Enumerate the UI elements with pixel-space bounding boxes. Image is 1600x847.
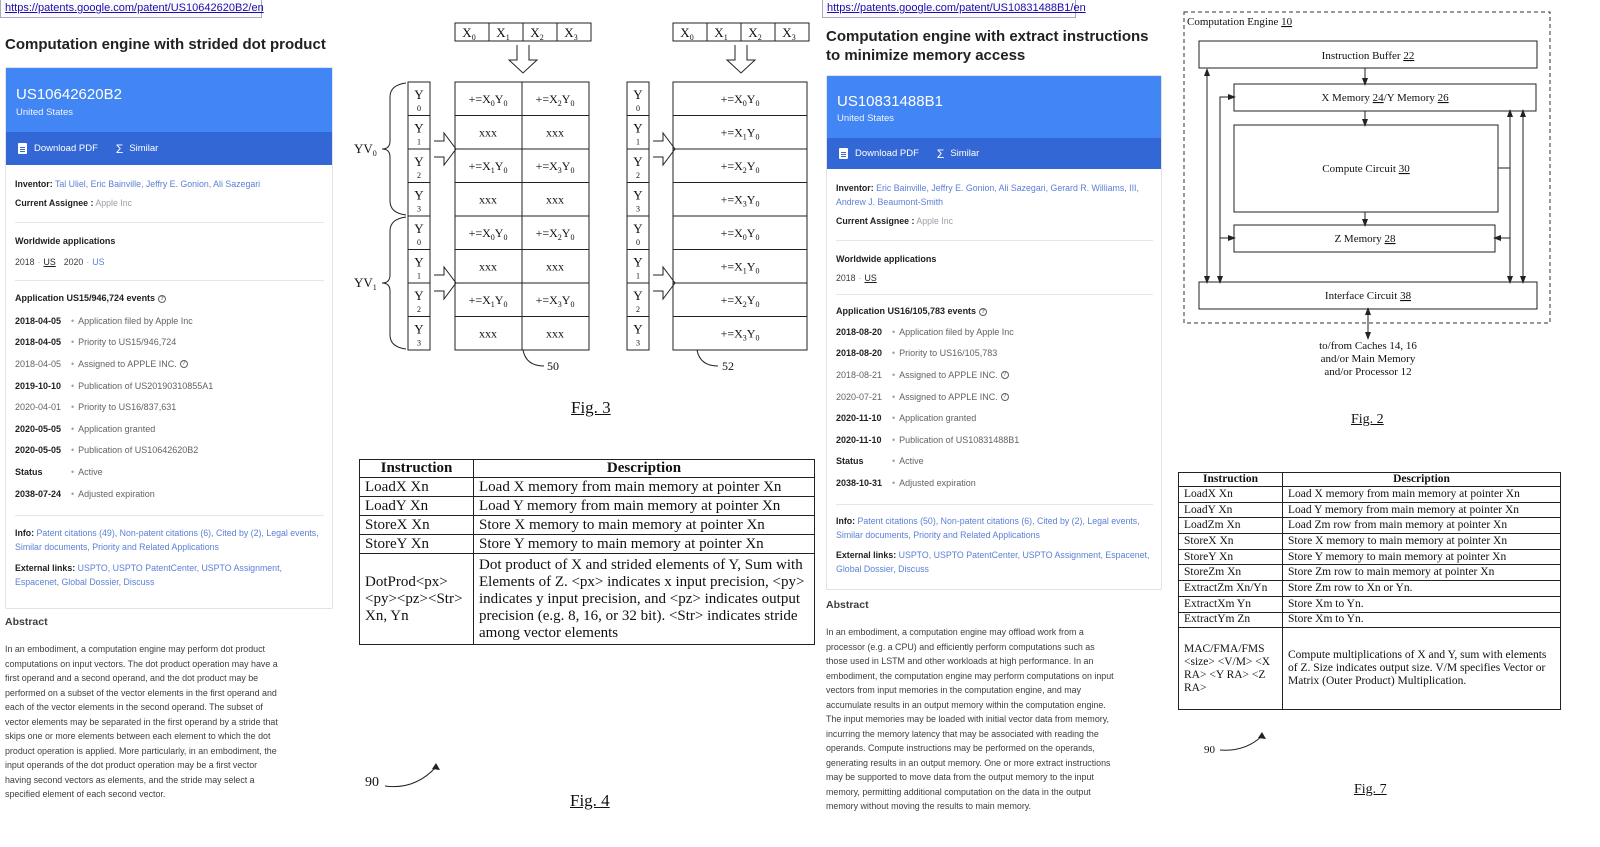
table-50-cell: xxx (546, 259, 564, 274)
event-row (836, 386, 1153, 408)
interface-circuit-label: Interface Circuit 38 (1324, 290, 1412, 302)
y-column-right-sub: 3 (636, 204, 640, 214)
worldwide-list (15, 255, 324, 269)
y-column-right-sub: 0 (636, 238, 640, 247)
events-list (836, 321, 1153, 494)
event-text: Adjusted expiration (899, 477, 976, 488)
y-column-left-label: Y (414, 87, 424, 102)
fig7-caption: Fig. 7 (1354, 782, 1387, 797)
event-text: Priority to US16/837,631 (78, 402, 177, 413)
bullet-icon: • (71, 337, 75, 348)
instruction-row (360, 516, 815, 535)
table-50-cell: xxx (479, 192, 497, 207)
pdf-icon (18, 143, 27, 154)
abstract-text: In an embodiment, a computation engine may perform dot product computations on input vectors. The dot product operation may have a first operand and a second operand, and the dot product may be performed on a subset of the vector elements in the first operand and each of the vector elements in the second operand. The subset of vector elements may be separated in the first operand by a stride that skips one or more elements between each element to which the dot product operation is applied. More particularly, in an embodiment, the input operands of the dot product operation may be a first vector having second vectors as elements, and the stride may select a specified element of each second vector. (5, 644, 278, 799)
y-column-right-sub: 2 (636, 305, 640, 314)
description-cell: Store Y memory to main memory at pointer Xn (1283, 549, 1561, 565)
bullet-icon: • (892, 391, 896, 402)
ref-52-label: 52 (722, 359, 734, 373)
table-50-cell: $+=X_2Y_0$ (535, 92, 575, 108)
info-icon[interactable]: ? (180, 360, 188, 368)
country: United States (16, 107, 74, 118)
y-column-left-sub: 3 (417, 338, 421, 348)
table-50-cell: xxx (546, 326, 564, 341)
bullet-icon: • (71, 402, 75, 413)
table-52-cell: $+=X_2Y_0$ (720, 159, 760, 175)
table-50-cell: xxx (546, 125, 564, 140)
instruction-cell: StoreX Xn (1179, 534, 1283, 550)
instruction-row (1179, 502, 1561, 518)
event-row (15, 310, 324, 332)
info-links[interactable]: Patent citations (49), Non-patent citations (6), Cited by (2), Legal events, Similar documents, Priority and Related Applications (15, 528, 319, 553)
instruction-cell: StoreX Xn (360, 516, 474, 535)
table-50-cell: xxx (479, 125, 497, 140)
instruction-cell: ExtractYm Zn (1179, 612, 1283, 628)
event-text: Priority to US15/946,724 (78, 337, 177, 348)
y-column-left-sub: 2 (417, 305, 421, 314)
event-date: 2020-04-01 (15, 402, 62, 413)
y-column-left-label: Y (414, 321, 424, 337)
right-arrow-icon (434, 133, 456, 165)
page-title: Computation engine with strided dot product (5, 36, 326, 53)
fig2-caption: Fig. 2 (1351, 412, 1384, 427)
table-50-cell: $+=X_0Y_0$ (468, 92, 508, 108)
event-date: 2038-07-24 (15, 488, 62, 499)
bullet-icon: • (892, 369, 896, 380)
description-cell: Compute multiplications of X and Y, sum with elements of Z. Size indicates output size. V/M specifies Vector or Matrix (Outer Product) Multiplication. (1283, 628, 1561, 710)
event-row (15, 396, 324, 418)
caches-line-3: and/or Processor 12 (1324, 366, 1412, 378)
inventor-row (15, 177, 324, 191)
download-pdf-button[interactable] (839, 148, 919, 159)
y-column-left-label: Y (414, 120, 424, 136)
ref-50-label: 50 (547, 359, 559, 373)
description-cell: Store X memory to main memory at pointer Xn (1283, 534, 1561, 550)
instruction-row (1179, 596, 1561, 612)
info-icon[interactable]: ? (1001, 393, 1009, 401)
x-header-right-label: $X_1$ (714, 25, 728, 42)
assignee-value: Apple Inc (95, 198, 133, 208)
event-text: Assigned to APPLE INC. (899, 391, 998, 402)
external-links-row: External links: USPTO, USPTO PatentCenter, USPTO Assignment, Espacenet, Global Dossier, Discuss (15, 563, 282, 588)
z-memory-label: Z Memory 28 (1334, 233, 1396, 245)
pdf-icon (839, 148, 848, 159)
x-header-left-label: $X_0$ (462, 25, 476, 42)
instruction-row (1179, 534, 1561, 550)
event-text: Adjusted expiration (78, 488, 155, 499)
y-column-left-sub: 2 (417, 171, 421, 180)
table-50-cell: $+=X_3Y_0$ (535, 159, 575, 175)
x-header-left-label: $X_2$ (530, 25, 544, 42)
down-arrow-icon (727, 45, 755, 73)
inventor-row: Inventor: Eric Bainville, Jeffry E. Gonion, Ali Sazegari, Gerard R. Williams, III, Andrew J. Beaumont-Smith (836, 183, 1139, 207)
instruction-cell: LoadX Xn (1179, 487, 1283, 503)
patent-card (5, 67, 333, 609)
fig4-ref-number: 90 (365, 775, 379, 790)
x-header-left-label: $X_3$ (564, 25, 578, 42)
compute-circuit-label: Compute Circuit 30 (1322, 163, 1410, 175)
y-column-right-label: Y (633, 120, 643, 136)
event-date: Status (15, 466, 43, 477)
external-links-row: External links: USPTO, USPTO PatentCenter, USPTO Assignment, Espacenet, Global Dossier, Discuss (836, 549, 1150, 574)
sigma-icon: Σ (936, 146, 945, 161)
description-cell: Store Xm to Yn. (1283, 596, 1561, 612)
event-text: Publication of US20190310855A1 (78, 380, 214, 391)
table-50-cell: xxx (479, 326, 497, 341)
event-text: Assigned to APPLE INC. (899, 369, 998, 380)
instruction-row (1179, 518, 1561, 534)
table-50-cell: xxx (546, 192, 564, 207)
worldwide-list (836, 271, 1153, 285)
worldwide-label: Worldwide applications (15, 236, 116, 246)
fig2-drawing (1170, 0, 1600, 440)
x-header-right-label: $X_0$ (680, 25, 694, 42)
event-text: Application filed by Apple Inc (78, 315, 193, 326)
instruction-row (1179, 628, 1561, 710)
action-bar (827, 138, 1161, 169)
help-icon[interactable]: ? (979, 308, 987, 316)
instruction-cell: DotProd<px> <py><pz><Str> Xn, Yn (360, 554, 474, 645)
similar-label: Similar (950, 148, 980, 159)
fig4-table (359, 459, 815, 645)
instruction-cell: StoreY Xn (360, 535, 474, 554)
computation-engine-label: Computation Engine 10 (1187, 16, 1293, 28)
download-label: Download PDF (855, 148, 919, 159)
url-bar[interactable]: https://patents.google.com/patent/US10831488B1/en (822, 0, 1076, 18)
event-text: Priority to US16/105,783 (899, 348, 998, 359)
info-icon[interactable]: ? (1001, 371, 1009, 379)
y-column-left-label: Y (414, 187, 424, 203)
instruction-row (1179, 549, 1561, 565)
brace-icon (382, 217, 406, 349)
event-row (15, 332, 324, 354)
external-links[interactable]: USPTO, USPTO PatentCenter, USPTO Assignment, Espacenet, Global Dossier, Discuss (836, 549, 1150, 574)
fig4-col-instruction: Instruction (360, 460, 474, 478)
inventor-label: Inventor: (15, 179, 53, 189)
x-header-right-label: $X_2$ (748, 25, 762, 42)
right-arrow-icon (653, 133, 675, 165)
description-cell: Load X memory from main memory at pointer Xn (1283, 487, 1561, 503)
table-52-cell: $+=X_1Y_0$ (720, 259, 760, 276)
sigma-icon: Σ (115, 141, 124, 156)
instruction-row (1179, 565, 1561, 581)
event-row (836, 429, 1153, 451)
event-date: 2018-04-05 (15, 358, 62, 369)
fig7-ref-number: 90 (1204, 744, 1215, 756)
instruction-row (360, 497, 815, 516)
x-header-left-label: $X_1$ (496, 25, 510, 42)
worldwide-entry[interactable]: 2018 · US (15, 257, 56, 267)
instruction-cell: StoreZm Xn (1179, 565, 1283, 581)
table-50-cell: $+=X_3Y_0$ (535, 293, 575, 309)
event-date: 2019-10-10 (15, 380, 62, 391)
url-bar[interactable]: https://patents.google.com/patent/US10642620B2/en (0, 0, 262, 18)
y-column-left-label: Y (414, 254, 424, 270)
event-text: Publication of US10642620B2 (78, 445, 199, 456)
fig4-caption: Fig. 4 (570, 791, 610, 810)
event-row (15, 440, 324, 462)
info-row: Info: Patent citations (50), Non-patent citations (6), Cited by (2), Legal events, Similar documents, Priority and Related Applications (836, 515, 1140, 540)
description-cell: Store Xm to Yn. (1283, 612, 1561, 628)
instruction-cell: ExtractZm Xn/Yn (1179, 581, 1283, 597)
y-column-right-label: Y (633, 221, 643, 236)
bullet-icon: • (71, 488, 75, 499)
y-column-right-label: Y (633, 254, 643, 270)
info-row: Info: Patent citations (49), Non-patent citations (6), Cited by (2), Legal events, Similar documents, Priority and Related Applications (15, 528, 319, 553)
x-header-right-label: $X_3$ (782, 25, 796, 42)
fig4-ref-arrow (360, 758, 450, 798)
instruction-row (1179, 581, 1561, 597)
event-date: 2018-04-05 (15, 315, 62, 326)
table-50-cell: $+=X_0Y_0$ (468, 226, 508, 242)
description-cell: Dot product of X and strided elements of Y, Sum with Elements of Z. <px> indicates x input precision, <py> indicates y input precision, and <pz> indicates output precision (e.g. 8, 16, or 32 bit). <Str> indicates stride among vector elements (474, 554, 815, 645)
event-date: Status (836, 456, 864, 467)
y-column-left-label: Y (414, 154, 424, 169)
instruction-row (360, 554, 815, 645)
y-column-right-sub: 1 (636, 137, 640, 147)
table-52-cell: $+=X_1Y_0$ (720, 125, 760, 142)
y-column-left-sub: 1 (417, 137, 421, 147)
fig7-ref-arrow (1200, 728, 1280, 758)
event-date: 2018-08-21 (836, 369, 883, 380)
y-column-left-label: Y (414, 221, 424, 236)
event-row (15, 461, 324, 483)
table-50-cell: xxx (479, 259, 497, 274)
country: United States (837, 113, 895, 124)
bullet-icon: • (892, 456, 896, 467)
bullet-icon: • (892, 413, 896, 424)
yv0-label: $YV_0$ (354, 141, 377, 158)
bullet-icon: • (892, 326, 896, 337)
bullet-icon: • (71, 315, 75, 326)
description-cell: Store Zm row to main memory at pointer Xn (1283, 565, 1561, 581)
event-date: 2018-04-05 (15, 337, 62, 348)
fig7-table (1178, 472, 1561, 710)
action-bar (6, 132, 332, 165)
inventor-links[interactable]: Tal Uliel, Eric Bainville, Jeffry E. Gonion, Ali Sazegari (54, 179, 261, 189)
instruction-cell: MAC/FMA/FMS <size> <V/M> <X RA> <Y RA> <Z RA> (1179, 628, 1283, 710)
caches-line-1: to/from Caches 14, 16 (1319, 340, 1417, 352)
y-column-right-sub: 3 (636, 338, 640, 348)
instruction-cell: LoadZm Xn (1179, 518, 1283, 534)
publication-number: US10642620B2 (16, 86, 122, 103)
bullet-icon: • (71, 358, 75, 369)
help-icon[interactable]: ? (158, 295, 166, 303)
y-column-right-label: Y (633, 321, 643, 337)
table-52-cell: $+=X_0Y_0$ (720, 92, 760, 108)
instruction-buffer-label: Instruction Buffer 22 (1321, 50, 1415, 62)
worldwide-label: Worldwide applications (836, 254, 937, 264)
event-text: Application granted (899, 413, 977, 424)
y-column-right-sub: 2 (636, 171, 640, 180)
event-row (836, 472, 1153, 494)
table-50-cell: $+=X_1Y_0$ (468, 159, 508, 175)
y-column-left-sub: 0 (417, 104, 421, 113)
info-links[interactable]: Patent citations (50), Non-patent citations (6), Cited by (2), Legal events, Similar documents, Priority and Related Applications (836, 515, 1140, 540)
abstract-heading: Abstract (826, 599, 869, 611)
external-links[interactable]: USPTO, USPTO PatentCenter, USPTO Assignment, Espacenet, Global Dossier, Discuss (15, 563, 282, 588)
right-arrow-icon (434, 267, 456, 299)
table-50-cell: $+=X_1Y_0$ (468, 293, 508, 309)
event-row (836, 364, 1153, 386)
event-date: 2018-08-20 (836, 326, 883, 337)
event-row (836, 343, 1153, 365)
abstract-heading: Abstract (5, 616, 48, 628)
event-row (15, 375, 324, 397)
instruction-row (1179, 612, 1561, 628)
y-column-left-sub: 3 (417, 204, 421, 214)
description-cell: Load Y memory from main memory at pointer Xn (474, 497, 815, 516)
y-column-right-label: Y (633, 154, 643, 169)
instruction-cell: ExtractXm Yn (1179, 596, 1283, 612)
instruction-row (360, 478, 815, 497)
bullet-icon: • (71, 445, 75, 456)
similar-label: Similar (129, 143, 159, 154)
y-column-right-label: Y (633, 87, 643, 102)
table-50-cell: $+=X_2Y_0$ (535, 226, 575, 242)
y-column-right-sub: 1 (636, 271, 640, 281)
yv1-label: $YV_1$ (354, 275, 377, 292)
event-date: 2020-05-05 (15, 423, 62, 434)
event-date: 2018-08-20 (836, 348, 883, 359)
event-row (836, 321, 1153, 343)
caches-line-2: and/or Main Memory (1320, 353, 1416, 365)
events-title: Application US15/946,724 events ? (15, 291, 324, 305)
patent-meta (15, 177, 324, 589)
assignee-row: Current Assignee : Apple Inc (15, 198, 133, 208)
down-arrow-icon (509, 45, 537, 73)
event-text: Active (899, 456, 924, 467)
download-pdf-button[interactable] (18, 143, 98, 154)
worldwide-entry[interactable]: 2018 · US (836, 273, 877, 283)
y-column-left-sub: 1 (417, 271, 421, 281)
page-title: Computation engine with extract instructions to minimize memory access (826, 28, 1149, 64)
instruction-cell: StoreY Xn (1179, 549, 1283, 565)
right-arrow-icon (653, 267, 675, 299)
brace-icon (382, 83, 406, 215)
y-column-left-sub: 0 (417, 238, 421, 247)
fig7-col-description: Description (1283, 473, 1561, 487)
event-row (15, 353, 324, 375)
ref-52-leader (697, 350, 718, 366)
events-title: Application US16/105,783 events ? (836, 304, 1153, 318)
similar-button[interactable] (937, 148, 979, 160)
table-52-cell: $+=X_3Y_0$ (720, 326, 760, 343)
patent-header (827, 76, 1161, 169)
table-52-cell: $+=X_0Y_0$ (720, 226, 760, 242)
description-cell: Load Y memory from main memory at pointer Xn (1283, 502, 1561, 518)
event-date: 2020-07-21 (836, 391, 883, 402)
similar-button[interactable] (116, 143, 158, 155)
instruction-cell: LoadX Xn (360, 478, 474, 497)
event-row (836, 407, 1153, 429)
inventor-links[interactable]: Eric Bainville, Jeffry E. Gonion, Ali Sazegari, Gerard R. Williams, III, Andrew J. Beaumont-Smith (836, 183, 1139, 207)
bullet-icon: • (892, 434, 896, 445)
description-cell: Load X memory from main memory at pointer Xn (474, 478, 815, 497)
bullet-icon: • (892, 348, 896, 359)
instruction-row (1179, 487, 1561, 503)
worldwide-entry[interactable]: 2020 · US (63, 257, 105, 267)
event-text: Application granted (78, 423, 156, 434)
events-list (15, 310, 324, 504)
table-52-cell: $+=X_3Y_0$ (720, 192, 760, 209)
y-column-right-sub: 0 (636, 104, 640, 113)
instruction-row (360, 535, 815, 554)
patent-meta (836, 181, 1153, 576)
ref-50-leader (523, 350, 544, 366)
assignee-value: Apple Inc (916, 216, 954, 226)
patent-header (6, 68, 332, 165)
download-label: Download PDF (34, 143, 98, 154)
description-cell: Load Zm row from main memory at pointer Xn (1283, 518, 1561, 534)
event-date: 2020-11-10 (836, 434, 882, 445)
event-row (836, 451, 1153, 473)
fig3-caption: Fig. 3 (571, 398, 611, 417)
event-text: Publication of US10831488B1 (899, 434, 1020, 445)
description-cell: Store Zm row to Xn or Yn. (1283, 581, 1561, 597)
fig3-drawing (340, 0, 820, 847)
instruction-cell: LoadY Xn (1179, 502, 1283, 518)
description-cell: Store X memory to main memory at pointer Xn (474, 516, 815, 535)
xy-memory-label: X Memory 24/Y Memory 26 (1321, 92, 1449, 104)
event-row (15, 483, 324, 505)
event-text: Assigned to APPLE INC. (78, 358, 177, 369)
event-text: Application filed by Apple Inc (899, 326, 1014, 337)
fig7-col-instruction: Instruction (1179, 473, 1283, 487)
event-text: Active (78, 466, 103, 477)
instruction-cell: LoadY Xn (360, 497, 474, 516)
publication-number: US10831488B1 (837, 93, 943, 110)
bullet-icon: • (892, 477, 896, 488)
bullet-icon: • (71, 380, 75, 391)
event-row (15, 418, 324, 440)
abstract-text: In an embodiment, a computation engine may offload work from a processor (e.g. a CPU) and efficiently perform computations such as those used in LSTM and other workloads at high performance. In an embodiment, the computation engine may perform computations on input vectors from input memories in the computation engine, and may accumulate results in an output memory within the computation engine. The input memories may be loaded with initial vector data from memory, incurring the memory latency that may be associated with reading the operands. Compute instructions may be performed on the operands, generating results in an output memory. One or more extract instructions may be supported to move data from the output memory to the input memory, permitting additional computation on the data in the output memory without moving the results to main memory. (826, 627, 1114, 811)
bullet-icon: • (71, 466, 75, 477)
description-cell: Store Y memory to main memory at pointer Xn (474, 535, 815, 554)
patent-card (826, 75, 1162, 590)
bullet-icon: • (71, 423, 75, 434)
assignee-label: Current Assignee (15, 198, 88, 208)
table-52-cell: $+=X_2Y_0$ (720, 293, 760, 309)
fig4-col-description: Description (474, 460, 815, 478)
event-date: 2020-05-05 (15, 445, 62, 456)
event-date: 2020-11-10 (836, 413, 882, 424)
assignee-row: Current Assignee : Apple Inc (836, 216, 954, 226)
y-column-right-label: Y (633, 187, 643, 203)
y-column-right-label: Y (633, 288, 643, 303)
event-date: 2038-10-31 (836, 477, 883, 488)
y-column-left-label: Y (414, 288, 424, 303)
